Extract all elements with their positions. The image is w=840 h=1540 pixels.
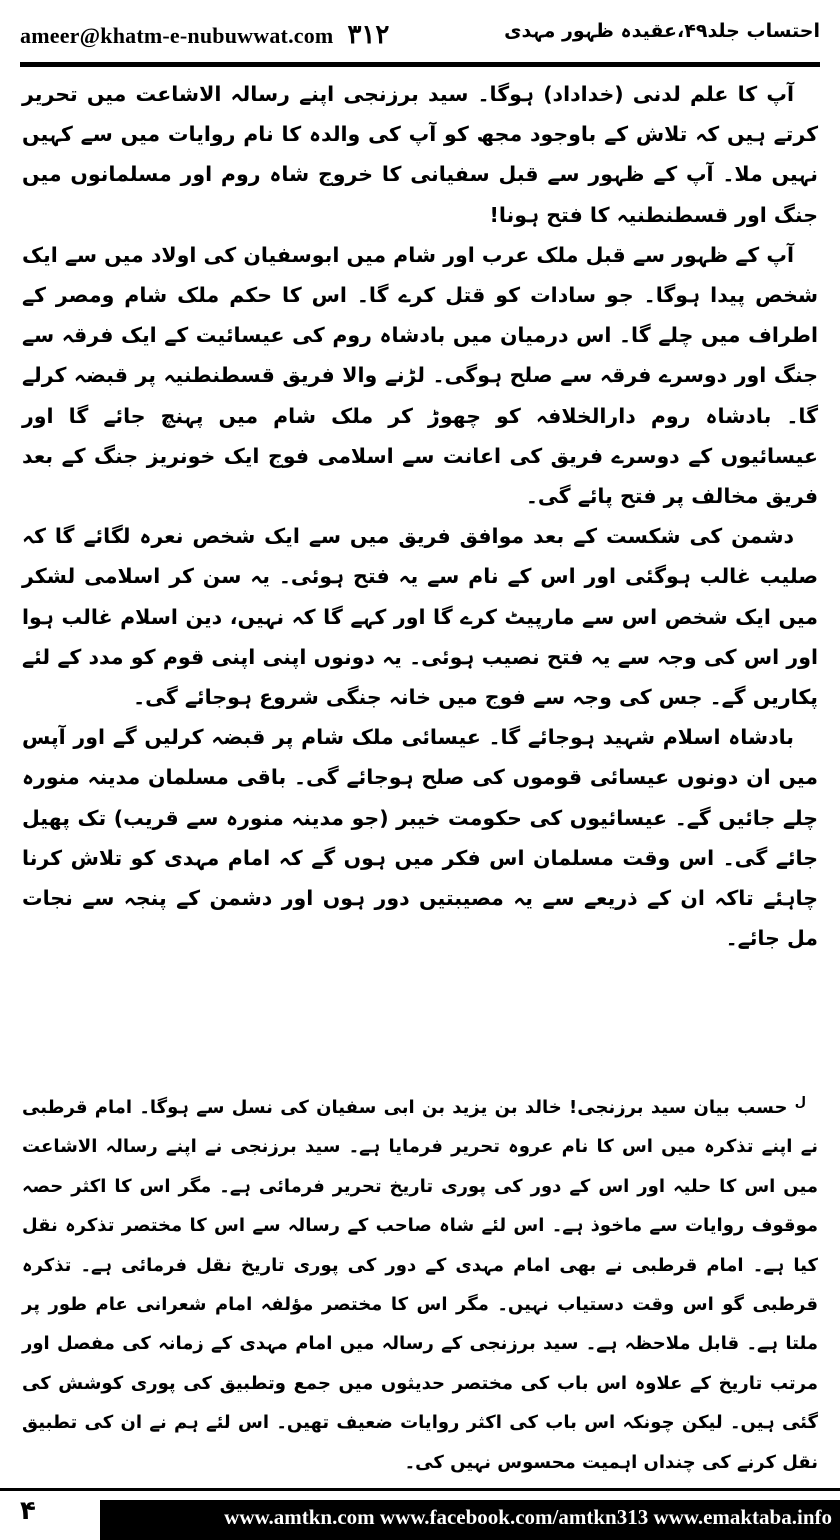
footnote: [22, 1088, 818, 1482]
header-left: [20, 20, 389, 50]
paragraph: آپ کے ظہور سے قبل ملک عرب اور شام میں ابوسفیان کی اولاد میں سے ایک شخص پیدا ہوگا۔ جو سادات کو قتل کرے گا۔ اس کا حکم ملک شام ومصر کے اطراف میں چلے گا۔ اس درمیان میں بادشاہ روم کی عیسائیت کے ایک فرقہ سے جنگ اور دوسرے فرقہ سے صلح ہوگی۔ لڑنے والا فریق قسطنطنیہ پر قبضہ کرلے گا۔ بادشاہ روم دارالخلافہ کو چھوڑ کر ملک شام میں پہنچ جائے گا اور عیسائیوں کے دوسرے فریق کی اعانت سے اسلامی فوج ایک خونریز جنگ کے بعد فریق مخالف پر فتح پائے گی۔: [22, 242, 818, 509]
footer-divider: [0, 1488, 840, 1491]
page-number: ۳۱۲: [347, 20, 390, 49]
paragraph: دشمن کی شکست کے بعد موافق فریق میں سے ایک شخص نعرہ لگائے گا کہ صلیب غالب ہوگئی اور اس کے نام سے یہ فتح ہوئی۔ یہ سن کر اسلامی لشکر میں ایک شخص اس سے مارپیٹ کرے گا اور کہے گا کہ نہیں، دین اسلام غالب ہوا اور اس کی وجہ سے یہ فتح نصیب ہوئی۔ یہ دونوں اپنی اپنی قوم کو مدد کے لئے پکاریں گے۔ جس کی وجہ سے فوج میں خانہ جنگی شروع ہوجائے گی۔: [22, 524, 818, 710]
footer-number-box: [0, 1494, 100, 1540]
footer-serial-number: ۴: [20, 1496, 36, 1526]
paragraph: بادشاہ اسلام شہید ہوجائے گا۔ عیسائی ملک شام پر قبضہ کرلیں گے اور آپس میں ان دونوں عیسائی قوموں کی صلح ہوجائے گی۔ باقی مسلمان مدینہ منورہ چلے جائیں گے۔ عیسائیوں کی حکومت خیبر (جو مدینہ منورہ سے قریب) تک پھیل جائے گی۔ اس وقت مسلمان اس فکر میں ہوں گے کہ امام مہدی کو تلاش کرنا چاہئے تاکہ ان کے ذریعے سے یہ مصیبتیں دور ہوں اور دشمن کے پنجہ سے نجات مل جائے۔: [22, 725, 818, 951]
header-email: ameer@khatm-e-nubuwwat.com: [20, 23, 334, 48]
page-header: [20, 18, 820, 58]
main-text: [22, 74, 818, 958]
header-divider: [20, 62, 820, 67]
paragraph: آپ کا علم لدنی (خداداد) ہوگا۔ سید برزنجی اپنے رسالہ الاشاعت میں تحریر کرتے ہیں کہ تلاش کے باوجود مجھ کو آپ کی والدہ کا نام روایات میں سے کہیں نہیں ملا۔ آپ کے ظہور سے قبل سفیانی کا خروج شاہ روم اور مسلمانوں میں جنگ اور قسطنطنیہ کا فتح ہونا!: [22, 82, 818, 227]
footnote-text: حسب بیان سید برزنجی! خالد بن یزید بن ابی سفیان کی نسل سے ہوگا۔ امام قرطبی نے اپنے تذکرہ میں اس کا نام عروہ تحریر فرمایا ہے۔ سید برزنجی نے اپنے رسالہ الاشاعت میں اس کا حلیہ اور اس کے دور کی پوری تاریخ تحریر فرمائی ہے۔ مگر اس کا اکثر حصہ موقوف روایات سے ماخوذ ہے۔ اس لئے شاہ صاحب کے رسالہ سے اس کا مختصر تذکرہ نقل کیا ہے۔ امام قرطبی نے بھی امام مہدی کے دور کی پوری تاریخ نقل فرمائی ہے۔ تذکرہ قرطبی گو اس وقت دستیاب نہیں۔ مگر اس کا مختصر مؤلفہ امام شعرانی عام طور پر ملتا ہے۔ قابل ملاحظہ ہے۔ سید برزنجی کے رسالہ میں امام مہدی کے زمانہ کی مفصل اور مرتب تاریخ کے علاوہ اس باب کی مختصر حدیثوں میں جمع وتطبیق کی پوری کوشش کی گئی ہیں۔ لیکن چونکہ اس باب کی اکثر روایات ضعیف تھیں۔ اس لئے ہم نے ان کی تطبیق نقل کرنے کی چنداں اہمیت محسوس نہیں کی۔: [22, 1097, 818, 1473]
book-title: احتساب جلد۴۹،عقیدہ ظہور مہدی: [504, 20, 820, 42]
footnote-marker: ل: [794, 1095, 806, 1110]
footnote-paragraph: [22, 1088, 818, 1482]
footer-links[interactable]: www.amtkn.com www.facebook.com/amtkn313 www.emaktaba.info: [224, 1505, 832, 1529]
